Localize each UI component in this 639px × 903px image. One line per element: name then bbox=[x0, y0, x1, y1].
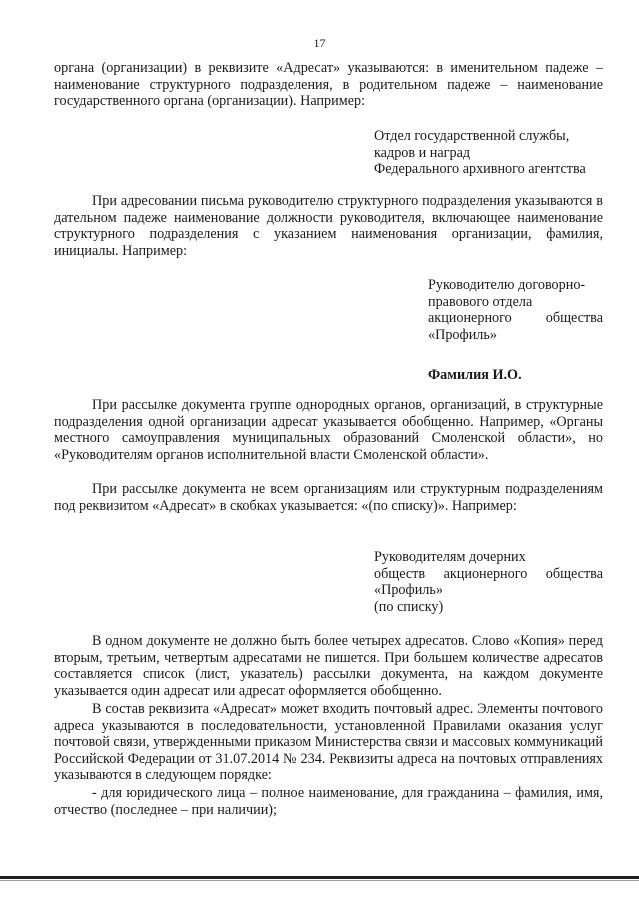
example-2-line: правового отдела bbox=[428, 293, 533, 310]
example-block-3 bbox=[374, 549, 603, 615]
example-2-line: Руководителю договорно- bbox=[428, 277, 586, 293]
example-1-line: Федерального архивного агентства bbox=[374, 161, 586, 178]
paragraph-1: органа (организации) в реквизите «Адресат» указываются: в именительном падеже – наименование структурного подразделения, в родительном падеже – наименование государственного органа (организации). Например: bbox=[54, 60, 603, 110]
example-3-line: «Профиль» bbox=[374, 582, 443, 599]
example-3-line: обществ акционерного общества bbox=[374, 565, 603, 582]
paragraph-6: В состав реквизита «Адресат» может входить почтовый адрес. Элементы почтового адреса указываются в последовательности, установленной Правилами оказания услуг почтовой связи, утвержденными приказом Министерства связи и массовых коммуникаций Российской Федерации от 31.07.2014 № 234. Реквизиты адреса на почтовых отправлениях указываются в следующем порядке: bbox=[54, 701, 603, 784]
paragraph-7: - для юридического лица – полное наименование, для гражданина – фамилия, имя, отчество (последнее – при наличии); bbox=[54, 785, 603, 818]
paragraph-5: В одном документе не должно быть более четырех адресатов. Слово «Копия» перед вторым, третьим, четвертым адресатами не пишется. При большем количестве адресатов составляется список (лист, указатель) рассылки документа, на каждом документе указывается один адресат или адресат оформляется обобщенно. bbox=[54, 633, 603, 699]
example-block-2 bbox=[428, 277, 603, 343]
example-2-line: «Профиль» bbox=[428, 326, 497, 343]
paragraph-2: При адресовании письма руководителю структурного подразделения указываются в дательном падеже наименование должности руководителя, включающее наименование структурного подразделения с указанием наименования организации, фамилия, инициалы. Например: bbox=[54, 193, 603, 259]
page-number: 17 bbox=[313, 36, 326, 50]
example-1-line: кадров и наград bbox=[374, 144, 471, 161]
example-3-line: (по списку) bbox=[374, 598, 444, 615]
example-1-line: Отдел государственной службы, bbox=[374, 128, 570, 144]
example-3-line: Руководителям дочерних bbox=[374, 549, 526, 565]
example-block-1 bbox=[374, 128, 586, 178]
example-2-line: акционерного общества bbox=[428, 310, 603, 327]
page-bottom-rule bbox=[0, 876, 639, 879]
paragraph-4: При рассылке документа не всем организациям или структурным подразделениям под реквизитом «Адресат» в скобках указывается: «(по списку)». Например: bbox=[54, 481, 603, 514]
paragraph-3: При рассылке документа группе однородных органов, организаций, в структурные подразделения одной организации адресат указывается обобщенно. Например, «Органы местного самоуправления муниципальных образований Смоленской области», но «Руководителям органов исполнительной власти Смоленской области». bbox=[54, 397, 603, 463]
page-bottom-rule-shadow bbox=[0, 880, 639, 881]
signature-name: Фамилия И.О. bbox=[428, 367, 522, 383]
